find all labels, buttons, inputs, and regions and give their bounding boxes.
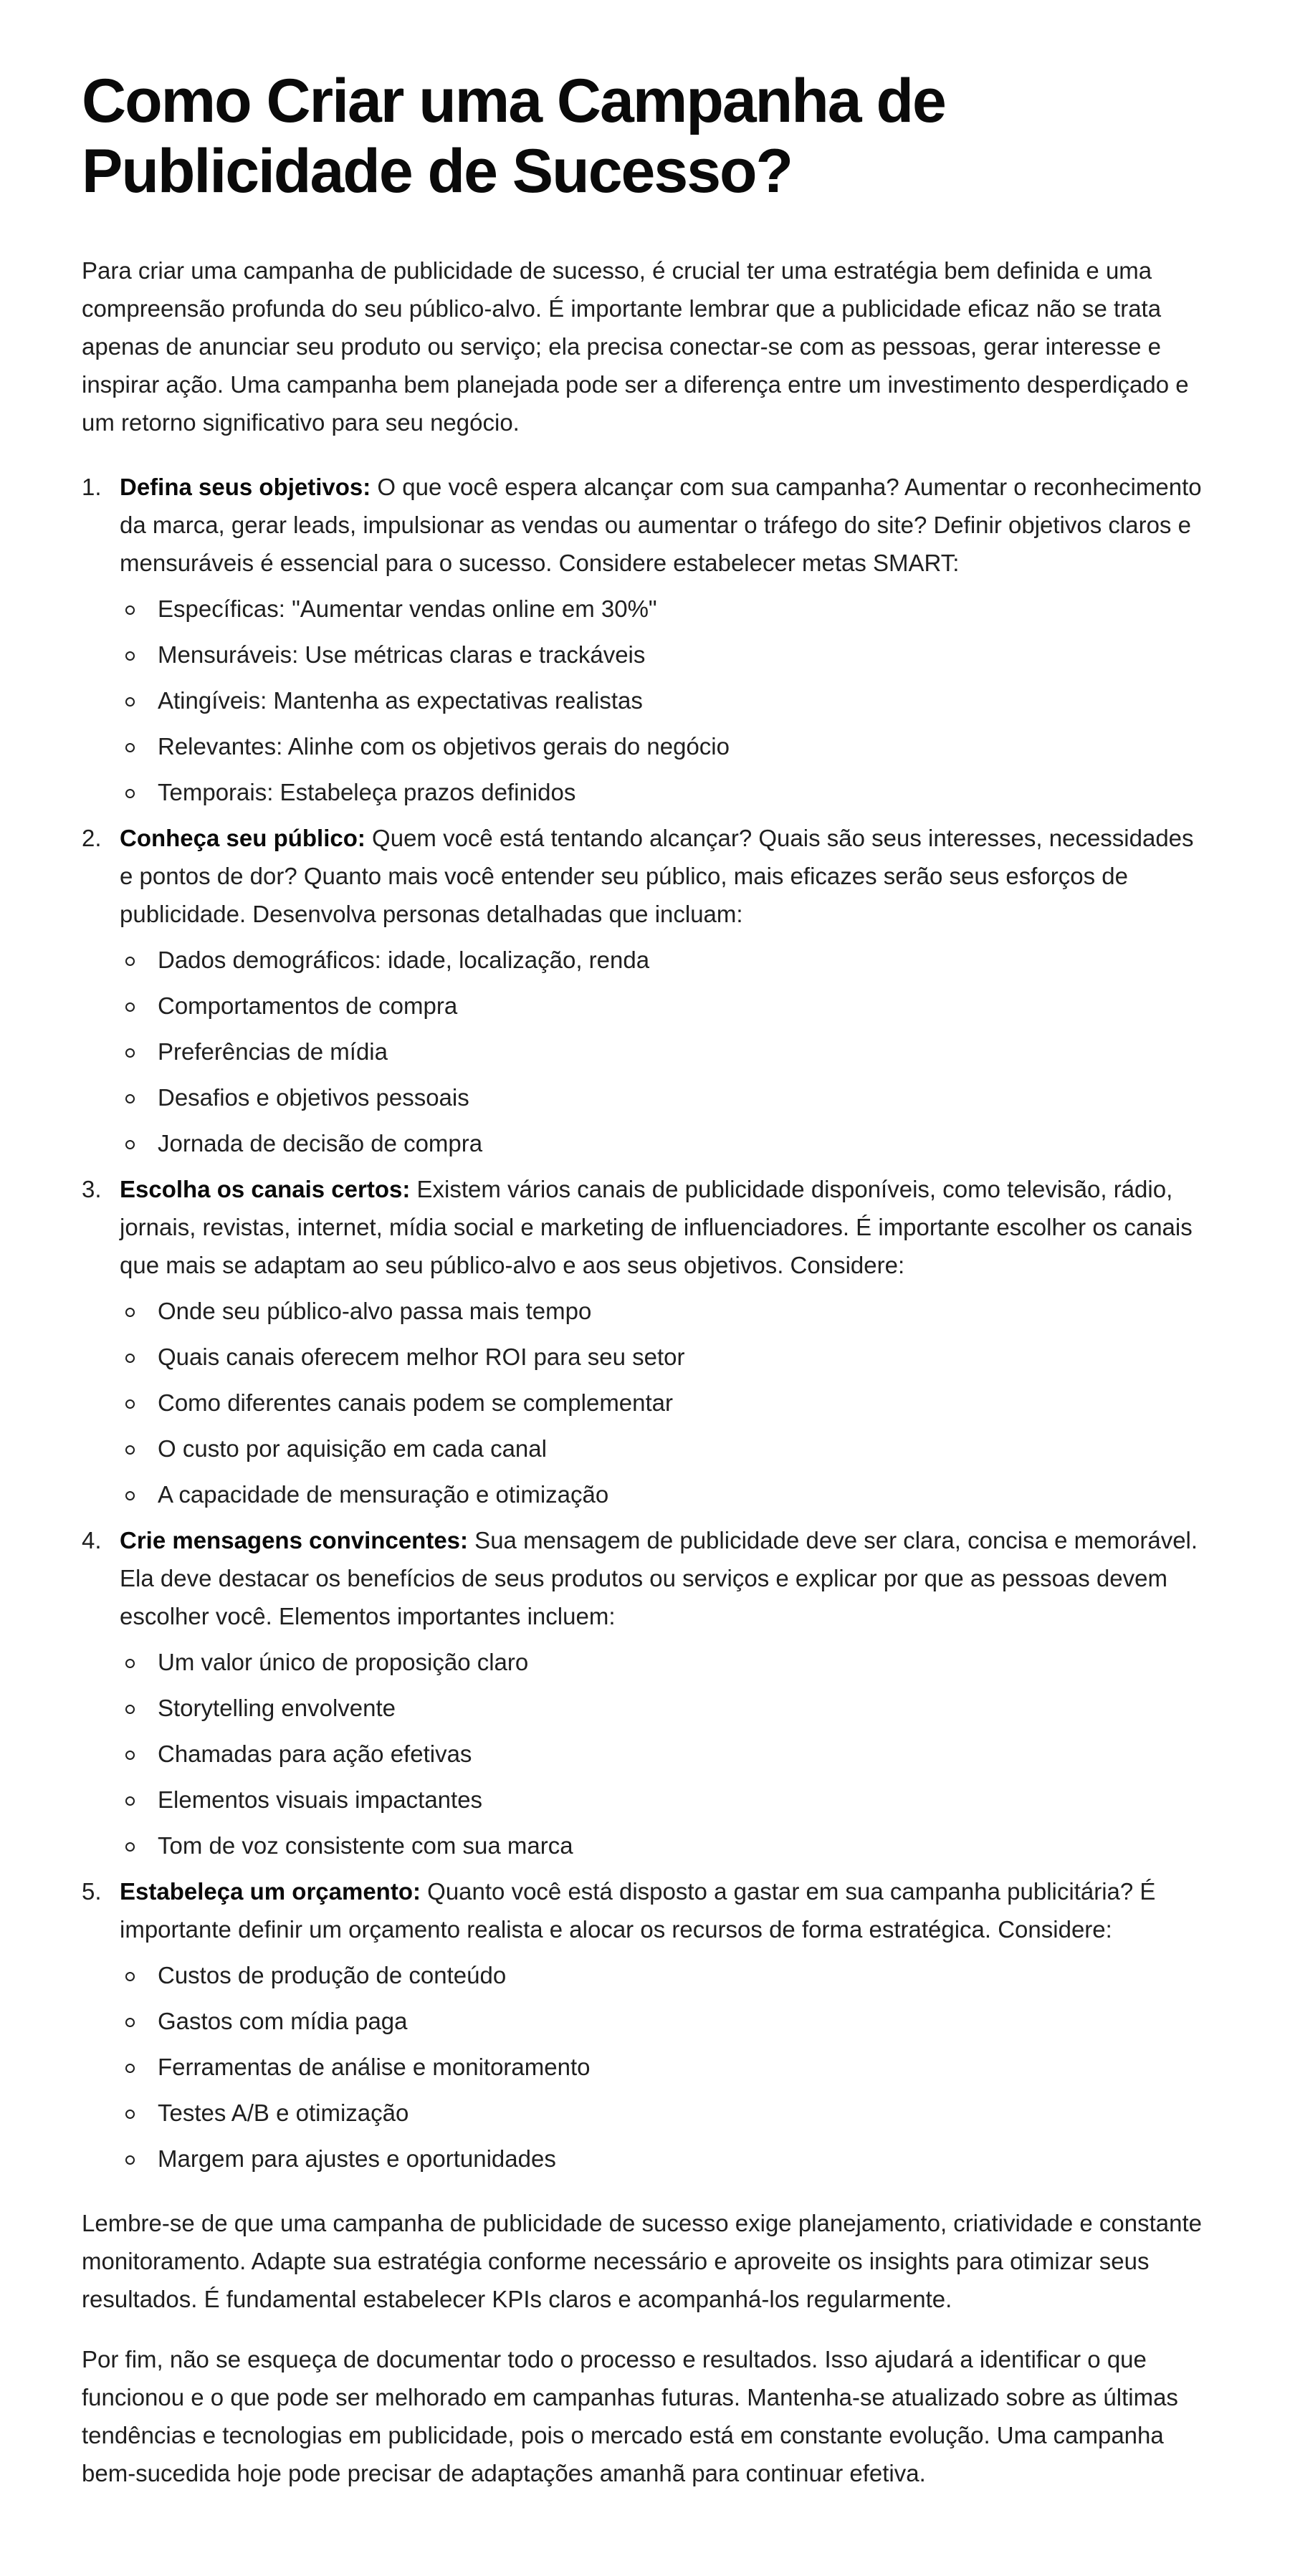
- list-item-text: A capacidade de mensuração e otimização: [158, 1481, 609, 1508]
- circle-bullet-icon: [125, 1048, 135, 1058]
- list-item-text: Comportamentos de compra: [158, 992, 458, 1019]
- step-item: [82, 1872, 1208, 2178]
- intro-paragraph: Para criar uma campanha de publicidade de sucesso, é crucial ter uma estratégia bem definida e uma compreensão profunda do seu público-alvo. É importante lembrar que a publicidade eficaz não se trata apenas de anunciar seu produto ou serviço; ela precisa conectar-se com as pessoas, gerar interesse e inspirar ação. Uma campanha bem planejada pode ser a diferença entre um investimento desperdiçado e um retorno significativo para seu negócio.: [82, 257, 1189, 436]
- list-item: [120, 636, 1208, 674]
- step-heading: Estabeleça um orçamento:: [120, 1878, 421, 1905]
- list-item: [120, 1781, 1208, 1819]
- step-item: [82, 1170, 1208, 1513]
- list-item: [120, 1033, 1208, 1071]
- circle-bullet-icon: [125, 1002, 135, 1012]
- list-item: [120, 773, 1208, 811]
- list-item: [120, 1292, 1208, 1330]
- sub-list: [120, 590, 1208, 811]
- list-item-text: Atingíveis: Mantenha as expectativas realistas: [158, 687, 643, 714]
- circle-bullet-icon: [125, 1705, 135, 1714]
- circle-bullet-icon: [125, 605, 135, 615]
- list-item: [120, 2048, 1208, 2086]
- list-item-text: Onde seu público-alvo passa mais tempo: [158, 1298, 592, 1324]
- list-item-text: Específicas: "Aumentar vendas online em 30%": [158, 595, 657, 622]
- step-heading: Defina seus objetivos:: [120, 474, 371, 500]
- sub-list: [120, 941, 1208, 1162]
- circle-bullet-icon: [125, 1842, 135, 1852]
- list-item: [120, 1384, 1208, 1422]
- list-item-text: Margem para ajustes e oportunidades: [158, 2145, 556, 2172]
- circle-bullet-icon: [125, 2018, 135, 2027]
- circle-bullet-icon: [125, 957, 135, 966]
- step-number: 5.: [82, 1878, 102, 1905]
- list-item: [120, 1826, 1208, 1864]
- step-text: O que você espera alcançar com sua campanha? Aumentar o reconhecimento da marca, gerar leads, impulsionar as vendas ou aumentar o tráfego do site? Definir objetivos claros e mensuráveis é essencial para o sucesso. Considere estabelecer metas SMART:: [120, 474, 1202, 576]
- list-item: [120, 941, 1208, 979]
- list-item-text: Storytelling envolvente: [158, 1695, 396, 1721]
- list-item-text: O custo por aquisição em cada canal: [158, 1435, 547, 1462]
- step-item: [82, 819, 1208, 1162]
- step-text: Sua mensagem de publicidade deve ser clara, concisa e memorável. Ela deve destacar os benefícios de seus produtos ou serviços e explicar por que as pessoas devem escolher você. Elementos importantes incluem:: [120, 1527, 1198, 1629]
- list-item-text: Jornada de decisão de compra: [158, 1130, 483, 1157]
- list-item-text: Gastos com mídia paga: [158, 2008, 408, 2034]
- step-heading: Crie mensagens convincentes:: [120, 1527, 469, 1553]
- circle-bullet-icon: [125, 1140, 135, 1149]
- list-item-text: Mensuráveis: Use métricas claras e trackáveis: [158, 641, 646, 668]
- step-text: Quanto você está disposto a gastar em sua campanha publicitária? É importante definir um orçamento realista e alocar os recursos de forma estratégica. Considere:: [120, 1878, 1156, 1943]
- list-item-text: Ferramentas de análise e monitoramento: [158, 2054, 591, 2080]
- list-item: [120, 2002, 1208, 2040]
- list-item: [120, 2140, 1208, 2178]
- list-item: [120, 987, 1208, 1025]
- circle-bullet-icon: [125, 743, 135, 752]
- list-item: [120, 1430, 1208, 1467]
- list-item: [120, 1338, 1208, 1376]
- sub-list: [120, 1292, 1208, 1513]
- list-item: [120, 1078, 1208, 1116]
- circle-bullet-icon: [125, 1972, 135, 1981]
- list-item: [120, 1689, 1208, 1727]
- step-text: Quem você está tentando alcançar? Quais são seus interesses, necessidades e pontos de dor? Quanto mais você entender seu público, mais eficazes serão seus esforços de publicidade. Desenvolva personas detalhadas que incluam:: [120, 825, 1194, 927]
- list-item-text: Testes A/B e otimização: [158, 2099, 409, 2126]
- list-item: [120, 1643, 1208, 1681]
- circle-bullet-icon: [125, 1094, 135, 1103]
- list-item-text: Chamadas para ação efetivas: [158, 1741, 472, 1767]
- list-item-text: Elementos visuais impactantes: [158, 1786, 483, 1813]
- step-heading: Escolha os canais certos:: [120, 1176, 411, 1202]
- list-item: [120, 2094, 1208, 2132]
- step-number: 2.: [82, 825, 102, 851]
- circle-bullet-icon: [125, 789, 135, 798]
- list-item: [120, 1475, 1208, 1513]
- list-item: [120, 681, 1208, 719]
- circle-bullet-icon: [125, 2064, 135, 2073]
- circle-bullet-icon: [125, 2110, 135, 2119]
- sub-list: [120, 1643, 1208, 1864]
- circle-bullet-icon: [125, 1445, 135, 1455]
- circle-bullet-icon: [125, 697, 135, 707]
- closing-paragraph: Por fim, não se esqueça de documentar todo o processo e resultados. Isso ajudará a identificar o que funcionou e o que pode ser melhorado em campanhas futuras. Mantenha-se atualizado sobre as últimas tendências e tecnologias em publicidade, pois o mercado está em constante evolução. Uma campanha bem-sucedida hoje pode precisar de adaptações amanhã para continuar efetiva.: [82, 2346, 1178, 2486]
- list-item-text: Desafios e objetivos pessoais: [158, 1084, 469, 1111]
- list-item-text: Tom de voz consistente com sua marca: [158, 1832, 573, 1859]
- circle-bullet-icon: [125, 1308, 135, 1317]
- steps-list: [82, 468, 1208, 2178]
- step-text: Existem vários canais de publicidade disponíveis, como televisão, rádio, jornais, revistas, internet, mídia social e marketing de influenciadores. É importante escolher os canais que mais se adaptam ao seu público-alvo e aos seus objetivos. Considere:: [120, 1176, 1193, 1278]
- page-title: Como Criar uma Campanha de Publicidade de Sucesso?: [82, 67, 945, 206]
- step-item: [82, 468, 1208, 811]
- list-item: [120, 727, 1208, 765]
- step-number: 3.: [82, 1176, 102, 1202]
- circle-bullet-icon: [125, 1751, 135, 1760]
- list-item-text: Custos de produção de conteúdo: [158, 1962, 507, 1988]
- list-item-text: Preferências de mídia: [158, 1038, 388, 1065]
- circle-bullet-icon: [125, 651, 135, 661]
- circle-bullet-icon: [125, 1659, 135, 1668]
- closing-paragraph: Lembre-se de que uma campanha de publicidade de sucesso exige planejamento, criatividade e constante monitoramento. Adapte sua estratégia conforme necessário e aproveite os insights para otimizar seus resultados. É fundamental estabelecer KPIs claros e acompanhá-los regularmente.: [82, 2210, 1203, 2312]
- circle-bullet-icon: [125, 1491, 135, 1500]
- circle-bullet-icon: [125, 1354, 135, 1363]
- list-item-text: Como diferentes canais podem se complementar: [158, 1389, 674, 1416]
- list-item: [120, 590, 1208, 628]
- step-item: [82, 1521, 1208, 1864]
- list-item-text: Relevantes: Alinhe com os objetivos gerais do negócio: [158, 733, 730, 760]
- list-item: [120, 1956, 1208, 1994]
- circle-bullet-icon: [125, 1399, 135, 1409]
- list-item-text: Temporais: Estabeleça prazos definidos: [158, 779, 576, 805]
- circle-bullet-icon: [125, 2155, 135, 2165]
- list-item-text: Um valor único de proposição claro: [158, 1649, 529, 1675]
- sub-list: [120, 1956, 1208, 2178]
- step-number: 1.: [82, 474, 102, 500]
- list-item-text: Quais canais oferecem melhor ROI para seu setor: [158, 1344, 685, 1370]
- step-number: 4.: [82, 1527, 102, 1553]
- list-item: [120, 1124, 1208, 1162]
- list-item: [120, 1735, 1208, 1773]
- article: [82, 66, 1208, 2492]
- step-heading: Conheça seu público:: [120, 825, 366, 851]
- list-item-text: Dados demográficos: idade, localização, renda: [158, 947, 650, 973]
- circle-bullet-icon: [125, 1796, 135, 1806]
